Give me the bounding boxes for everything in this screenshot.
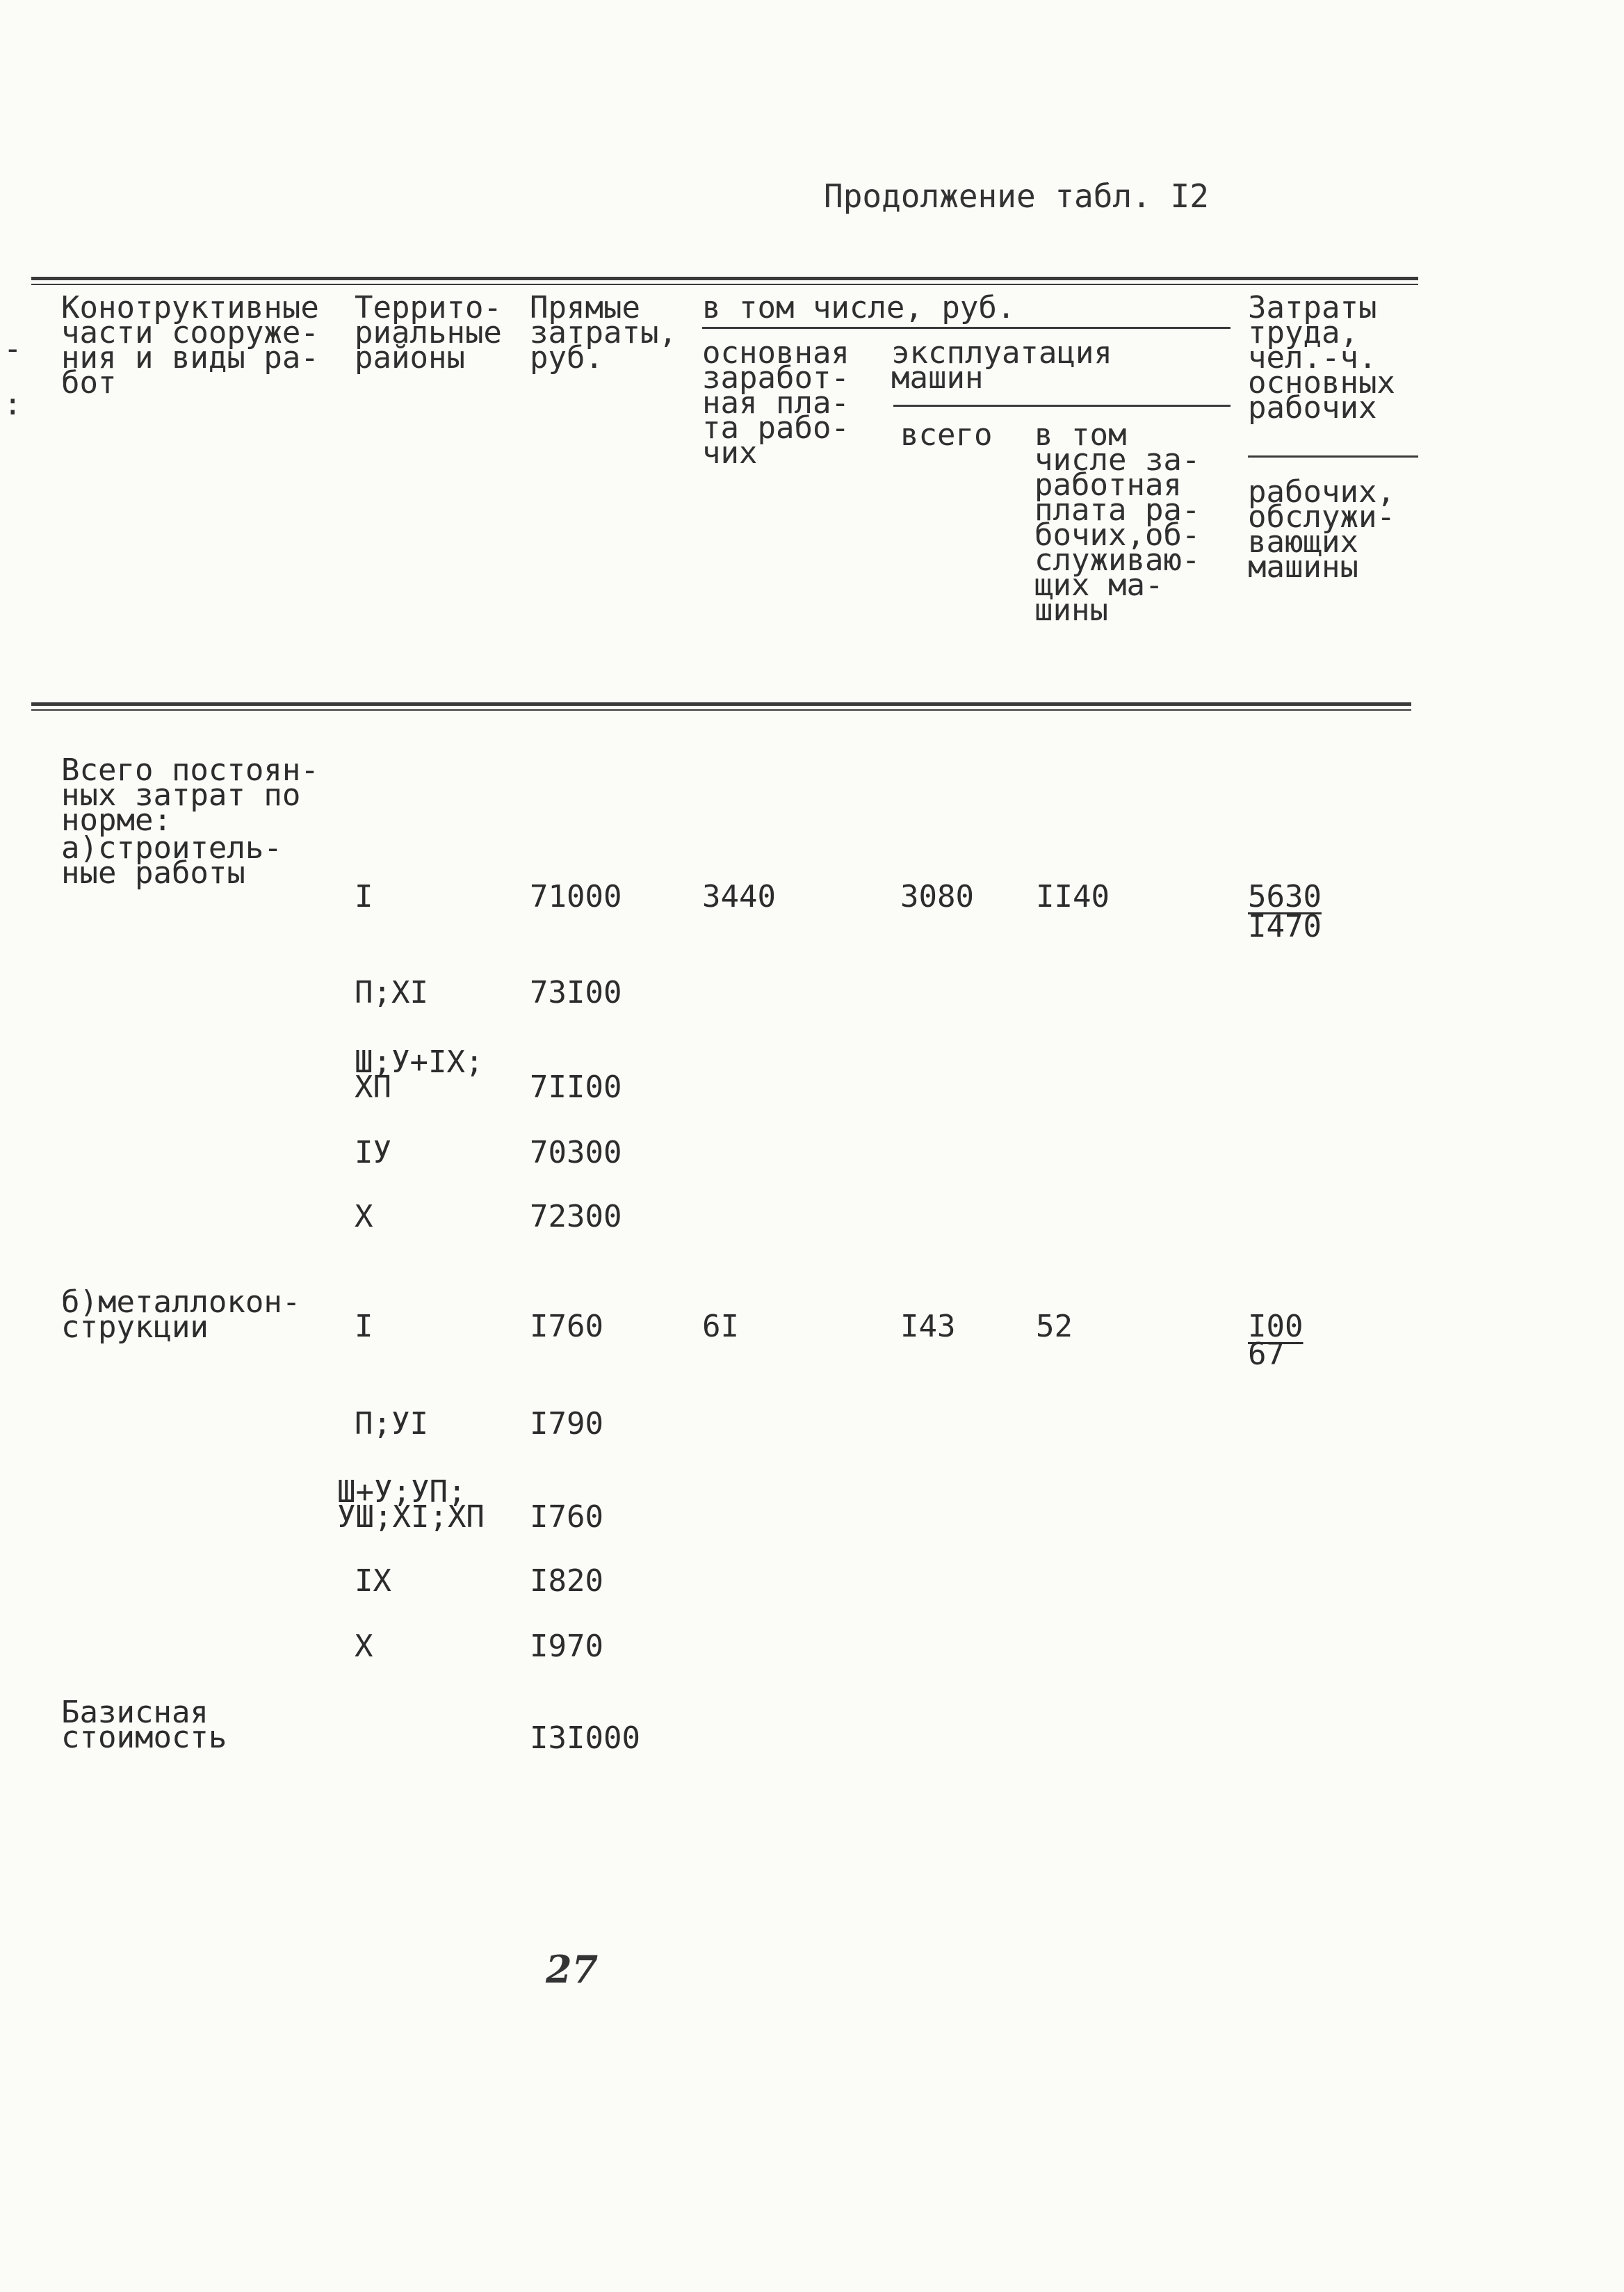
header-machines-rule (893, 405, 1231, 407)
wage-cell: 3440 (702, 879, 776, 914)
labor-main-cell: I00 (1248, 1309, 1304, 1344)
region-cell: IУ (355, 1135, 391, 1170)
region-cell: IX (355, 1563, 391, 1599)
section-title: Всего постоян- ных затрат по норме: (61, 752, 319, 838)
header-col-structural-parts: Конотруктивные части сооруже- ния и виды ра- бот (61, 290, 319, 401)
header-col-labor-main: Затраты труда, чел.-ч. основных рабочих (1248, 290, 1395, 426)
base-cost-label: Базисная стоимость (61, 1695, 227, 1755)
direct-cost-cell: 7II00 (530, 1070, 622, 1105)
header-col-regions: Террито- риальные районы (355, 290, 502, 376)
wage-cell: 6I (702, 1309, 739, 1344)
header-bottom-rule (31, 702, 1411, 706)
section-b-label: б)металлокон- струкции (61, 1284, 301, 1345)
page-number: 27 (546, 1947, 599, 1992)
table-caption: Продолжение табл. I2 (824, 177, 1209, 215)
direct-cost-cell: 72300 (530, 1199, 622, 1234)
direct-cost-cell: I790 (530, 1406, 603, 1442)
machines-total-cell: I43 (900, 1309, 956, 1344)
section-a-label: а)строитель- ные работы (61, 830, 282, 891)
region-cell: П;УI (355, 1406, 428, 1442)
machines-total-cell: 3080 (900, 879, 974, 914)
region-cell: Ш+У;УП; УШ;XI;XП (337, 1474, 485, 1535)
base-cost-value: I3I000 (530, 1720, 640, 1756)
direct-cost-cell: 73I00 (530, 975, 622, 1010)
labor-machine-cell: I470 (1248, 909, 1322, 944)
machines-wage-cell: II40 (1036, 879, 1110, 914)
direct-cost-cell: I760 (530, 1499, 603, 1535)
table-top-rule-thin (31, 284, 1418, 285)
header-group-including: в том числе, руб. (702, 290, 1016, 325)
machines-wage-cell: 52 (1036, 1309, 1073, 1344)
header-col-machines-total: всего (900, 417, 993, 453)
direct-cost-cell: 70300 (530, 1135, 622, 1170)
header-labor-rule (1248, 455, 1418, 458)
region-cell: I (355, 879, 373, 914)
region-cell: X (355, 1629, 373, 1664)
header-margin-marks: - : (3, 331, 22, 422)
header-machines-group: эксплуатация машин (891, 335, 1112, 396)
header-bottom-rule-thin (31, 709, 1411, 711)
direct-cost-cell: I760 (530, 1309, 603, 1344)
header-col-direct-costs: Прямые затраты, руб. (530, 290, 677, 376)
header-col-labor-machine: рабочих, обслужи- вающих машины (1248, 474, 1395, 585)
header-col-machines-wage: в том числе за- работная плата ра- бочих,об- служиваю- щих ма- шины (1034, 417, 1201, 628)
region-cell: I (355, 1309, 373, 1344)
header-group-rule (702, 327, 1231, 329)
direct-cost-cell: I970 (530, 1629, 603, 1664)
labor-main-cell: 5630 (1248, 879, 1322, 914)
header-col-base-wage: основная заработ- ная пла- та рабо- чих (702, 335, 850, 471)
direct-cost-cell: 71000 (530, 879, 622, 914)
direct-cost-cell: I820 (530, 1563, 603, 1599)
table-top-rule (31, 277, 1418, 280)
region-cell: Ш;У+IX; ХП (355, 1044, 484, 1105)
region-cell: X (355, 1199, 373, 1234)
labor-machine-cell: 67 (1248, 1337, 1285, 1372)
region-cell: П;XI (355, 975, 428, 1010)
